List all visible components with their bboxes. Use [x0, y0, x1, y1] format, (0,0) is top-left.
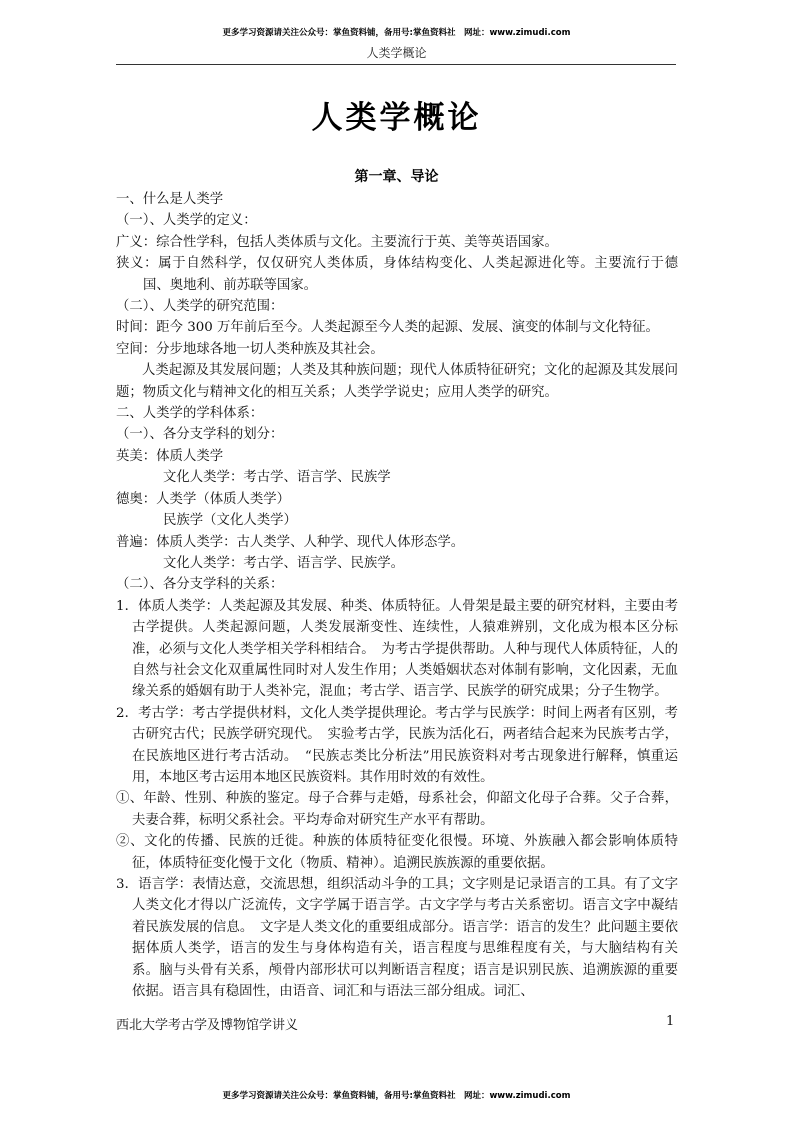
- body-text: [116, 189, 678, 1002]
- list-item-linguistics: 3．语言学：表情达意，交流思想，组织活动斗争的工具；文字则是记录语言的工具。有了文字人类文化才得以广泛流传，文字学属于语言学。古文字学与考古关系密切。语言文字中凝结着民族发展的信息。 文字是人类文化的重要组成部分。语言学：语言的发生？此问题主要依据体质人类学，语言的发生与身体构造有关，语言程度与思维程度有关，与大脑结构有关系。脑与头骨有关系，颅骨内部形状可以判断语言程度；语言是识别民族、追溯族源的重要依据。语言具有稳固性，由语音、词汇和与语法三部分组成。词汇、: [116, 877, 678, 1000]
- division-german-austrian-ethnology: 民族学（文化人类学）: [163, 513, 297, 529]
- scope-time: 时间：距今 300 万年前后至今。人类起源至今人类的起源、发展、演变的体制与文化特征。: [116, 320, 659, 336]
- section-heading: 二、人类学的学科体系：: [116, 406, 264, 422]
- scope-topics: 人类起源及其发展问题；人类及其种族问题；现代人体质特征研究；文化的起源及其发展问题；物质文化与精神文化的相互关系；人类学学说史；应用人类学的研究。: [116, 363, 678, 400]
- division-german-austrian: 德奥：人类学（体质人类学）: [116, 491, 291, 507]
- running-header: 人类学概论: [366, 46, 427, 60]
- subsection-heading: （二）、人类学的研究范围：: [116, 299, 284, 315]
- list-item-identification: ①、年龄、性别、种族的鉴定。母子合葬与走婚，母系社会，仰韶文化母子合葬。父子合葬，夫妻合葬，标明父系社会。平均寿命对研究生产水平有帮助。: [116, 791, 678, 828]
- list-item-migration: ②、文化的传播、民族的迁徙。种族的体质特征变化很慢。环境、外族融入都会影响体质特征，体质特征变化慢于文化（物质、精神）。追溯民族族源的重要依据。: [116, 834, 678, 871]
- top-banner: 更多学习资源请关注公众号：掌鱼资料铺，备用号:掌鱼资料社 网址：www.zimudi.com: [222, 28, 571, 38]
- header-rule: [116, 64, 676, 65]
- list-item-archaeology: 2．考古学：考古学提供材料，文化人类学提供理论。考古学与民族学：时间上两者有区别，考古研究古代；民族学研究现代。 实验考古学，民族为活化石，两者结合起来为民族考古学，在民族地区进行考古活动。 “民族志类比分析法”用民族资料对考古现象进行解释，慎重运用，本地区考古运用本地区民族资料。其作用时效的有效性。: [116, 705, 678, 785]
- definition-narrow: 狭义：属于自然科学，仅仅研究人类体质，身体结构变化、人类起源进化等。主要流行于德国、奥地利、前苏联等国家。: [116, 256, 678, 293]
- subsection-heading: （一）、各分支学科的划分：: [116, 427, 284, 443]
- list-item-physical-anthropology: 1．体质人类学：人类起源及其发展、种类、体质特征。人骨架是最主要的研究材料，主要由考古学提供。人类起源问题，人类发展渐变性、连续性，人猿难辨别，文化成为根本区分标准，必须与文化人类学相关学科相结合。 为考古学提供帮助。人种与现代人体质特征，人的自然与社会文化双重属性同时对人发生作用；人类婚姻状态对体制有影响，文化因素，无血缘关系的婚姻有助于人类补完，混血；考古学、语言学、民族学的研究成果；分子生物学。: [116, 598, 678, 700]
- subsection-heading: （一）、人类学的定义：: [116, 213, 257, 229]
- footer-source: 西北大学考古学及博物馆学讲义: [116, 1018, 299, 1033]
- division-general: 普遍：体质人类学：古人类学、人种学、现代人体形态学。: [116, 534, 465, 550]
- section-heading: 一、什么是人类学: [116, 192, 224, 207]
- scope-space: 空间：分步地球各地一切人类种族及其社会。: [116, 341, 384, 357]
- bottom-banner: 更多学习资源请关注公众号：掌鱼资料铺，备用号:掌鱼资料社 网址：www.zimudi.com: [222, 1091, 571, 1101]
- division-general-cultural: 文化人类学：考古学、语言学、民族学。: [163, 555, 405, 571]
- division-anglo-american-cultural: 文化人类学：考古学、语言学、民族学: [163, 470, 391, 486]
- definition-broad: 广义：综合性学科，包括人类体质与文化。主要流行于英、美等英语国家。: [116, 234, 558, 250]
- document-title: 人类学概论: [311, 100, 482, 136]
- chapter-title: 第一章、导论: [354, 169, 439, 185]
- division-anglo-american: 英美：体质人类学: [116, 448, 224, 464]
- page-number: 1: [666, 1014, 675, 1029]
- subsection-heading: （二）、各分支学科的关系：: [116, 577, 284, 593]
